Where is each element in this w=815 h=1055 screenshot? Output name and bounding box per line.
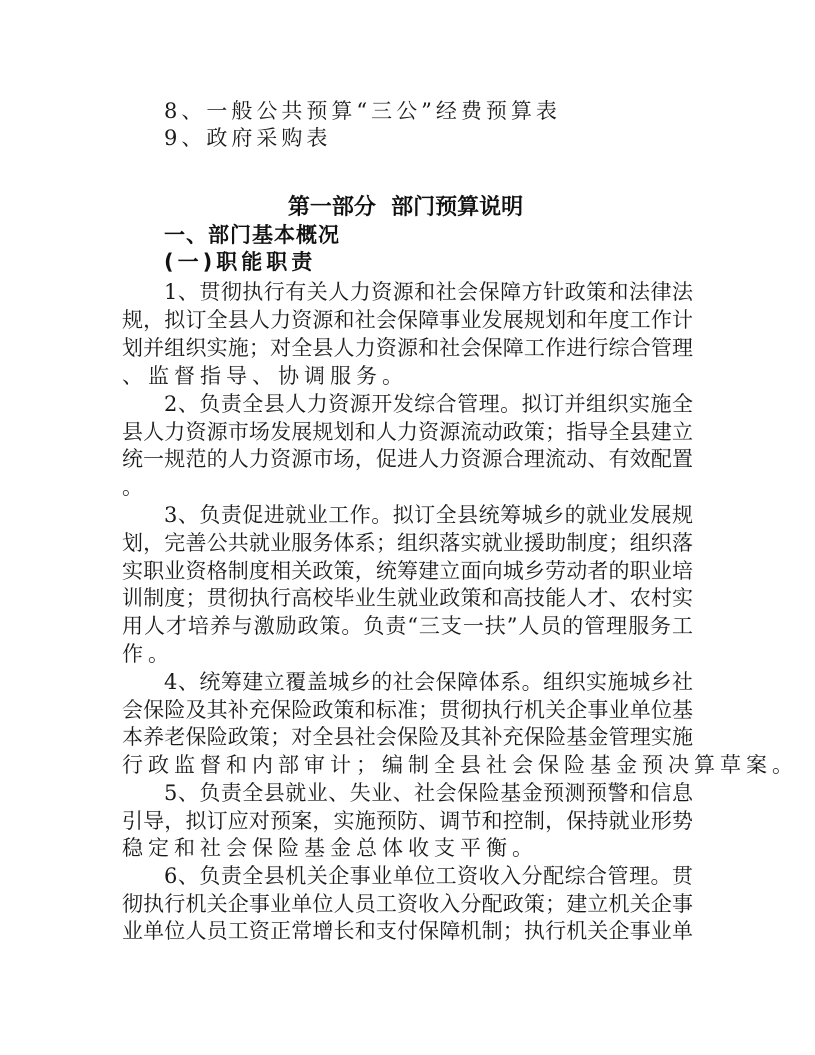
paragraph-2-line: 2、负责全县人力资源开发综合管理。拟订并组织实施全 — [164, 392, 693, 416]
paragraph-5-line: 引导，拟订应对预案，实施预防、调节和控制，保持就业形势 — [122, 809, 693, 833]
paragraph-1-line: 划并组织实施；对全县人力资源和社会保障工作进行综合管理 — [122, 336, 693, 360]
paragraph-6-line: 彻执行机关企事业单位人员工资收入分配政策；建立机关企事 — [122, 892, 693, 916]
section-heading: 一、部门基本概况 — [164, 223, 340, 247]
paragraph-3-line: 实职业资格制度相关政策，统筹建立面向城乡劳动者的职业培 — [122, 559, 693, 583]
paragraph-3-line: 用人才培养与激励政策。负责“三支一扶”人员的管理服务工 — [122, 614, 693, 638]
paragraph-4-line: 会保险及其补充保险政策和标准；贯彻执行机关企事业单位基 — [122, 698, 693, 722]
paragraph-6-line: 6、负责全县机关企事业单位工资收入分配综合管理。贯 — [164, 864, 693, 888]
paragraph-4-line: 4、统筹建立覆盖城乡的社会保障体系。组织实施城乡社 — [164, 670, 693, 694]
paragraph-1-line: 1、贯彻执行有关人力资源和社会保障方针政策和法律法 — [164, 280, 693, 304]
paragraph-1-line: 规，拟订全县人力资源和社会保障事业发展规划和年度工作计 — [122, 308, 693, 332]
paragraph-3-line: 作。 — [122, 642, 174, 666]
paragraph-3-line: 训制度；贯彻执行高校毕业生就业政策和高技能人才、农村实 — [122, 586, 693, 610]
toc-item: 9、政府采购表 — [164, 126, 332, 150]
paragraph-3-line: 划，完善公共就业服务体系；组织落实就业援助制度；组织落 — [122, 531, 693, 555]
paragraph-3-line: 3、负责促进就业工作。拟订全县统筹城乡的就业发展规 — [164, 503, 693, 527]
paragraph-2-line: 统一规范的人力资源市场，促进人力资源合理流动、有效配置 — [122, 447, 693, 471]
paragraph-5-line: 5、负责全县就业、失业、社会保险基金预测预警和信息 — [164, 781, 693, 805]
paragraph-2-line: 县人力资源市场发展规划和人力资源流动政策；指导全县建立 — [122, 420, 693, 444]
subsection-heading: (一)职能职责 — [164, 250, 317, 274]
paragraph-4-line: 本养老保险政策；对全县社会保险及其补充保险基金管理实施 — [122, 725, 693, 749]
toc-item: 8、一般公共预算“三公”经费预算表 — [164, 99, 561, 123]
paragraph-6-line: 业单位人员工资正常增长和支付保障机制；执行机关企事业单 — [122, 919, 693, 943]
part-title-text: 第一部分 部门预算说明 — [287, 195, 524, 220]
part-title — [0, 194, 815, 222]
paragraph-4-line: 行政监督和内部审计；编制全县社会保险基金预决算草案。 — [122, 753, 798, 777]
paragraph-5-line: 稳定和社会保险基金总体收支平衡。 — [122, 836, 538, 860]
paragraph-2-line: 。 — [122, 475, 148, 499]
paragraph-1-line: 、监督指导、协调服务。 — [122, 364, 408, 388]
